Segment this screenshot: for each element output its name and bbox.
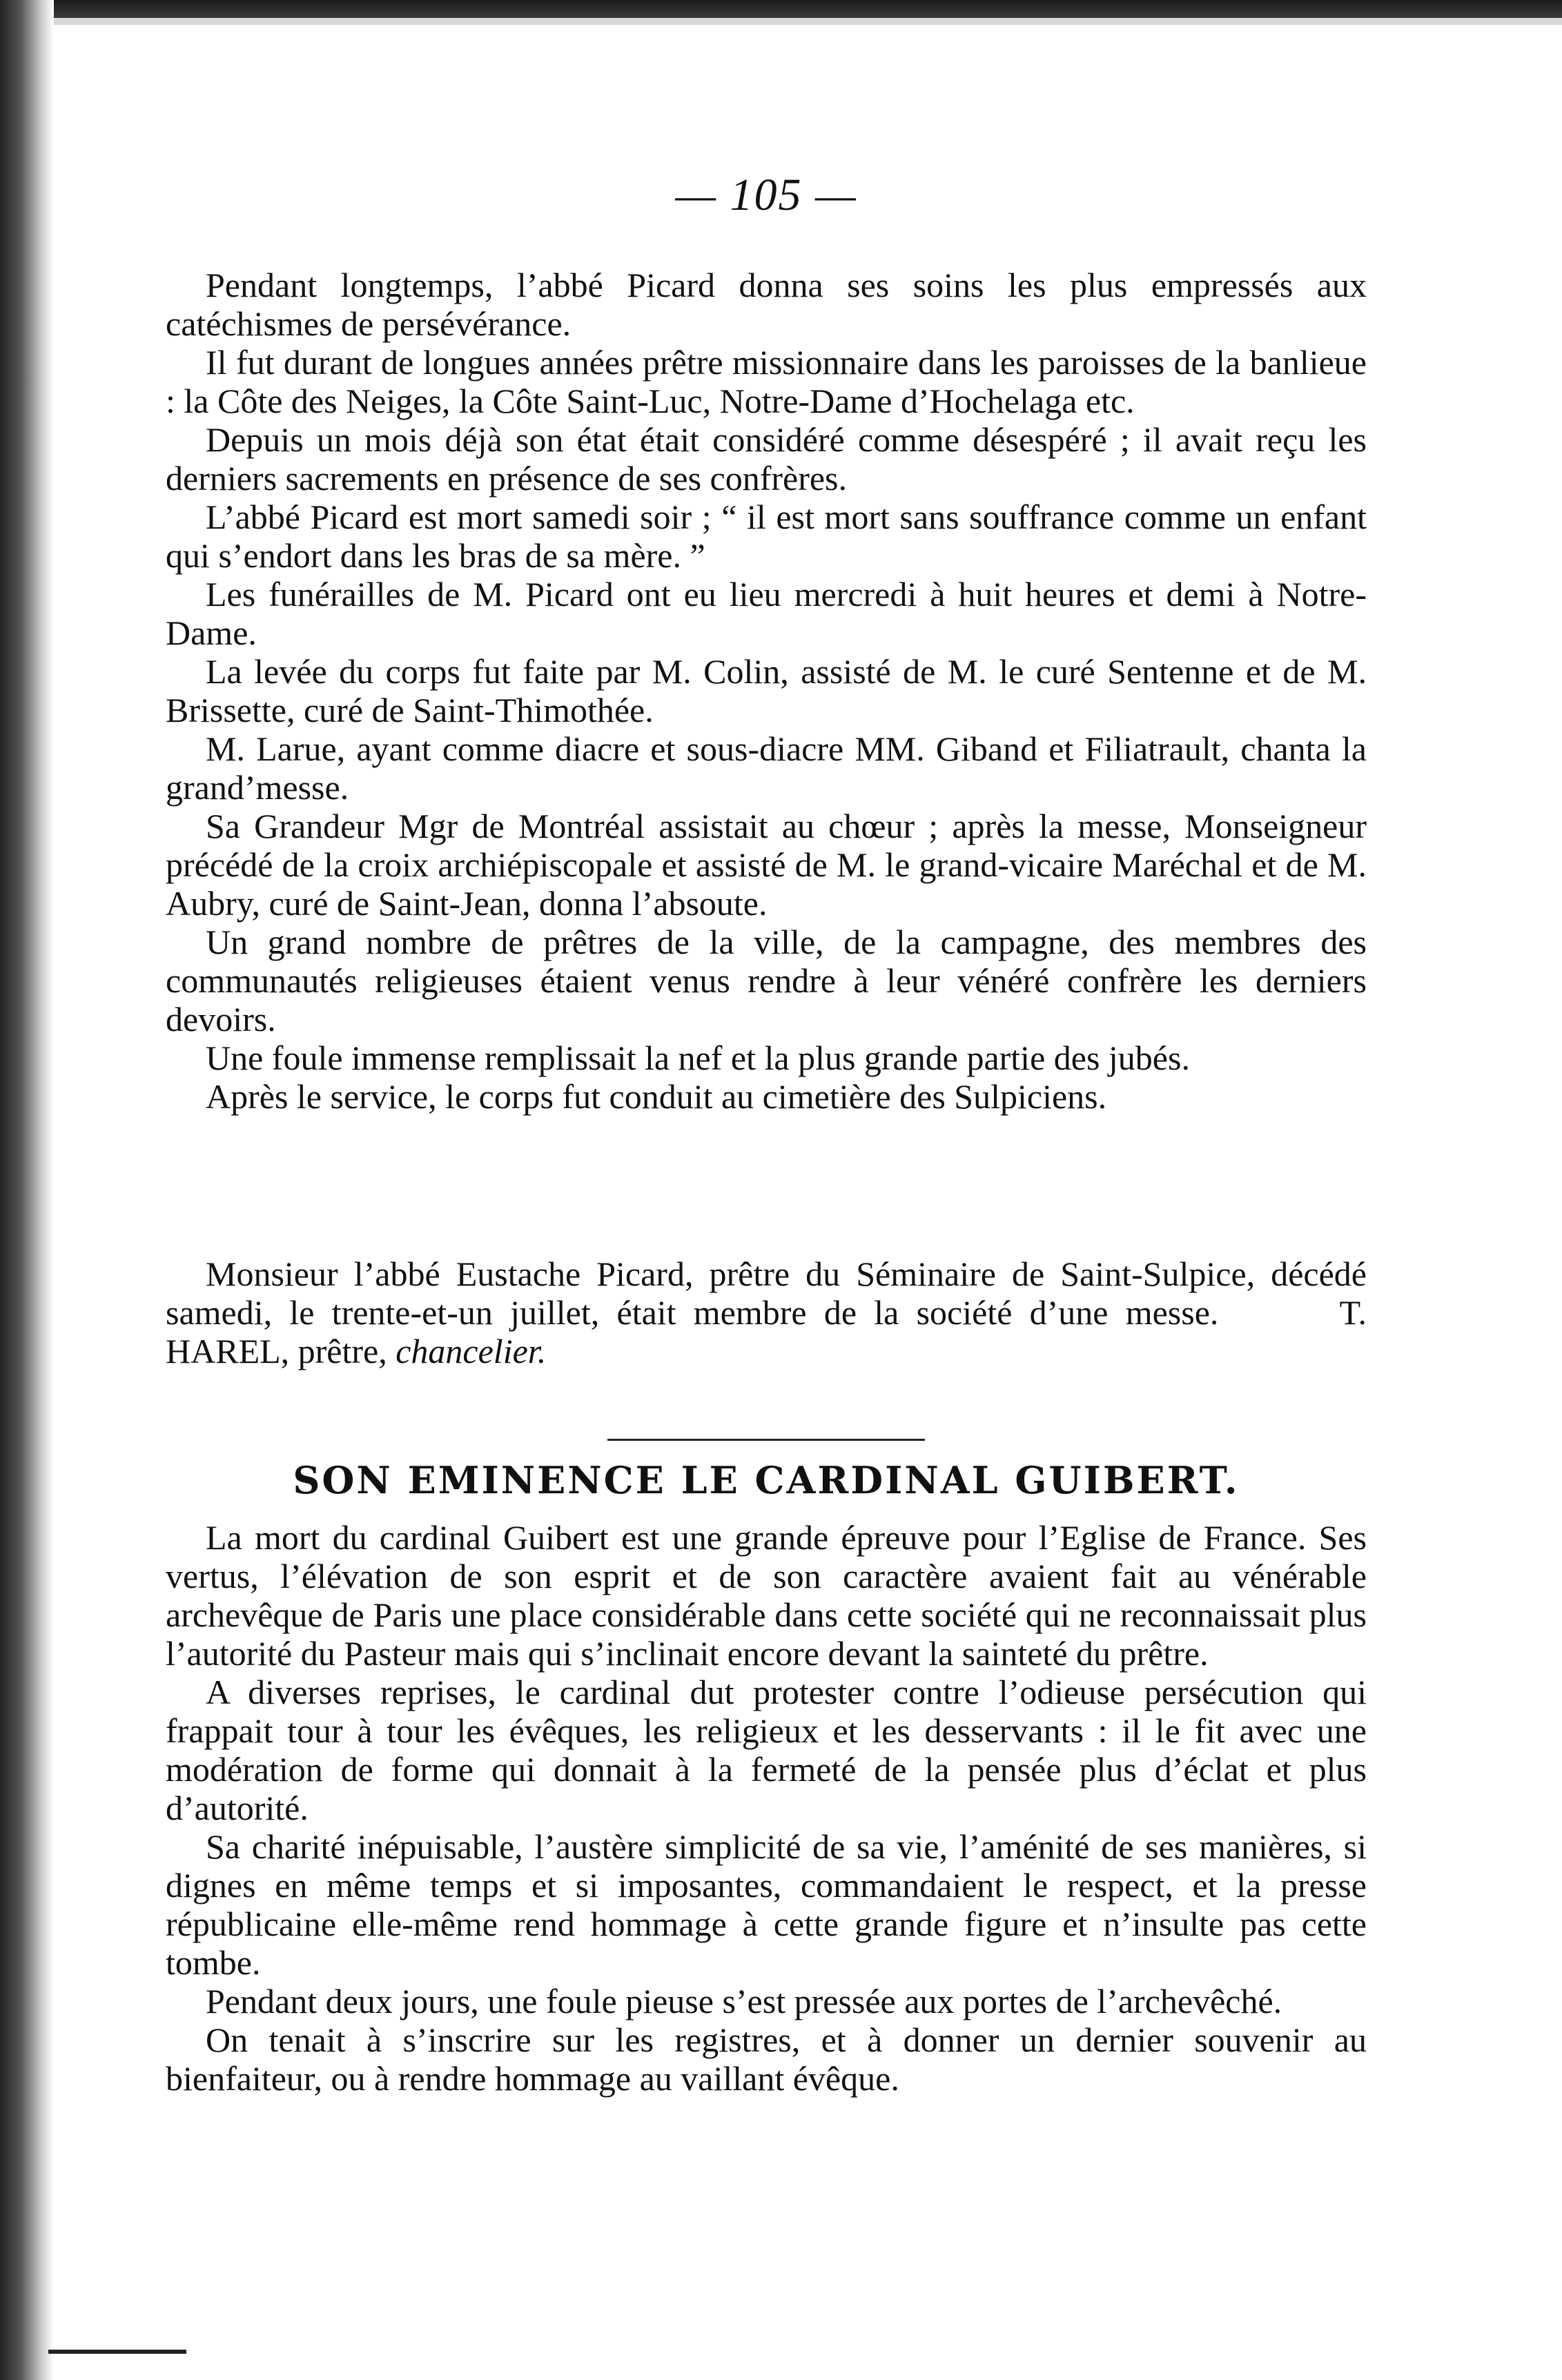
paragraph: Un grand nombre de prêtres de la ville, de la campagne, des membres des communautés religieuses étaient venus rendre à leur vénéré confrère les derniers devoirs. <box>166 923 1367 1039</box>
paragraph: La levée du corps fut faite par M. Colin, assisté de M. le curé Sentenne et de M. Brissette, curé de Saint-Thimothée. <box>166 652 1367 729</box>
paragraph: On tenait à s’inscrire sur les registres, et à donner un dernier souvenir au bienfaiteur, ou à rendre hommage au vaillant évêque. <box>166 2020 1367 2098</box>
signature-role: , prêtre, <box>280 1332 396 1370</box>
paragraph: M. Larue, ayant comme diacre et sous-diacre MM. Giband et Filiatrault, chanta la grand’messe. <box>166 729 1367 807</box>
paragraph: La mort du cardinal Guibert est une grande épreuve pour l’Eglise de France. Ses vertus, l’élévation de son esprit et de son caractère avaient fait au vénérable archevêque de Paris une place considérable dans cette société qui ne reconnaissait plus l’autorité du Pasteur mais qui s’inclinait encore devant la sainteté du prêtre. <box>166 1518 1367 1673</box>
cardinal-article-text <box>166 1518 1367 2098</box>
section-divider <box>607 1439 925 1441</box>
notice-text: Monsieur l’abbé Eustache Picard, prêtre du Séminaire de Saint-Sulpice, décédé samedi, le trente-et-un juillet, était membre de la société d’une messe. <box>166 1255 1367 1332</box>
paragraph: Sa charité inépuisable, l’austère simplicité de sa vie, l’aménité de ses manières, si dignes en même temps et si imposantes, commandaient le respect, et la presse républicaine elle-même rend hommage à cette grande figure et n’insulte pas cette tombe. <box>166 1827 1367 1982</box>
paragraph: Sa Grandeur Mgr de Montréal assistait au chœur ; après la messe, Monseigneur précédé de la croix archiépiscopale et assisté de M. le grand-vicaire Maréchal et de M. Aubry, curé de Saint-Jean, donna l’absoute. <box>166 807 1367 923</box>
mass-notice <box>166 1255 1367 1370</box>
paragraph: L’abbé Picard est mort samedi soir ; “ il est mort sans souffrance comme un enfant qui s’endort dans les bras de sa mère. ” <box>166 498 1367 575</box>
page-number: — 105 — <box>675 170 857 220</box>
paragraph: Pendant deux jours, une foule pieuse s’est pressée aux portes de l’archevêché. <box>206 1982 1282 2020</box>
paragraph: Pendant longtemps, l’abbé Picard donna ses soins les plus empressés aux catéchismes de persévérance. <box>166 266 1367 343</box>
scan-left-binding-edge <box>0 0 54 2380</box>
signature-title: chancelier. <box>396 1332 547 1370</box>
obituary-text <box>166 266 1367 1116</box>
paragraph: Depuis un mois déjà son état était considéré comme désespéré ; il avait reçu les derniers sacrements en présence de ses confrères. <box>166 420 1367 498</box>
paragraph: Après le service, le corps fut conduit au cimetière des Sulpiciens. <box>206 1077 1107 1116</box>
paragraph: Les funérailles de M. Picard ont eu lieu mercredi à huit heures et demi à Notre-Dame. <box>166 575 1367 652</box>
signature-initial: T. H <box>166 1293 1367 1370</box>
paragraph: Une foule immense remplissait la nef et la plus grande partie des jubés. <box>206 1039 1190 1077</box>
notice-paragraph <box>166 1255 1367 1370</box>
signature-surname: AREL <box>191 1332 281 1370</box>
book-page <box>166 0 1367 2380</box>
section-heading: SON EMINENCE LE CARDINAL GUIBERT. <box>293 1458 1240 1502</box>
paragraph: A diverses reprises, le cardinal dut protester contre l’odieuse persécution qui frappait tour à tour les évêques, les religieux et les desservants : il le fit avec une modération de forme qui donnait à la fermeté de la pensée plus d’éclat et plus d’autorité. <box>166 1673 1367 1827</box>
paragraph: Il fut durant de longues années prêtre missionnaire dans les paroisses de la banlieue : la Côte des Neiges, la Côte Saint-Luc, Notre-Dame d’Hochelaga etc. <box>166 343 1367 420</box>
